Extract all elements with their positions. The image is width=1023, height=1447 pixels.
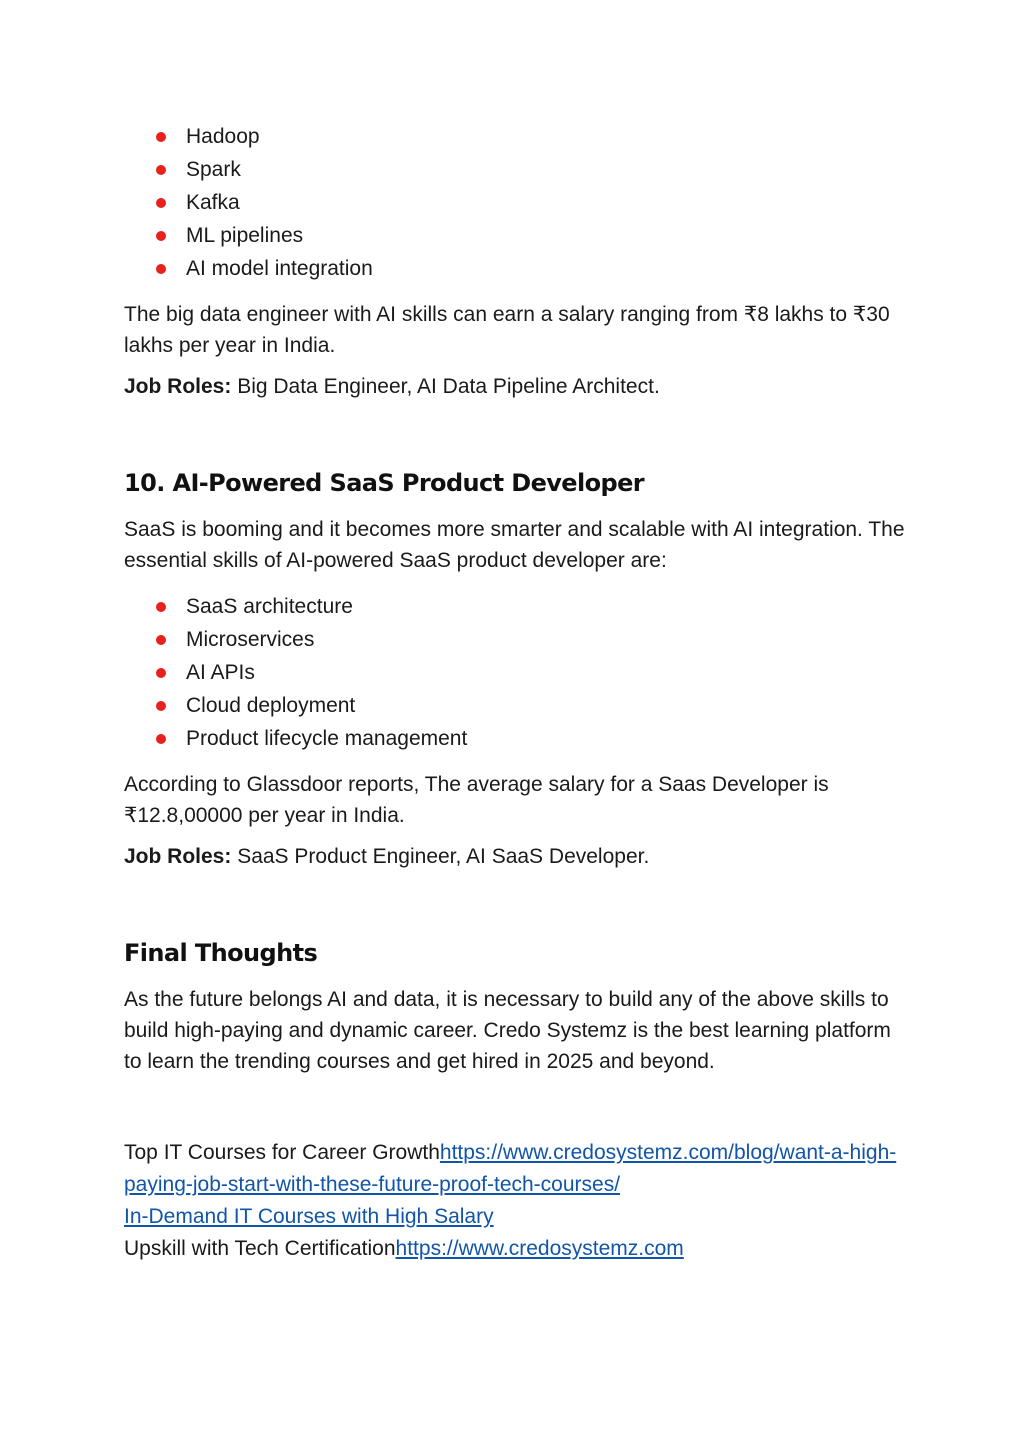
final-thoughts-text: As the future belongs AI and data, it is necessary to build any of the above skills to build high-paying and dynamic career. Credo Systemz is the best learning platform to learn the trending courses and get hired in 2025 and beyond.: [124, 988, 891, 1073]
list-item-label: Product lifecycle management: [186, 727, 468, 750]
resource-line-3: [124, 1233, 914, 1265]
section-heading-saas: 10. AI-Powered SaaS Product Developer: [124, 469, 644, 497]
job-roles-label: Job Roles:: [124, 375, 232, 398]
list-item: [156, 153, 914, 186]
job-roles-label: Job Roles:: [124, 845, 232, 868]
bullet-icon: [156, 198, 166, 208]
list-item-label: ML pipelines: [186, 224, 304, 247]
list-item: [156, 689, 914, 722]
resource-links: [124, 1137, 914, 1265]
document-page: [124, 120, 914, 1265]
job-roles-value: Big Data Engineer, AI Data Pipeline Architect.: [231, 375, 660, 398]
bullet-icon: [156, 701, 166, 711]
blog-article-link[interactable]: https://www.credosystemz.com/blog/want-a-high-paying-job-start-with-these-future-proof-tech-courses/: [124, 1141, 897, 1196]
saas-job-roles: [124, 841, 914, 872]
job-roles-value: SaaS Product Engineer, AI SaaS Developer.: [231, 845, 650, 868]
homepage-link[interactable]: https://www.credosystemz.com: [395, 1237, 684, 1260]
resource-line-1: [124, 1137, 914, 1201]
list-item-label: Microservices: [186, 628, 315, 651]
list-item-label: Spark: [186, 158, 241, 181]
saas-intro-text: SaaS is booming and it becomes more smarter and scalable with AI integration. The essential skills of AI-powered SaaS product developer are:: [124, 518, 905, 572]
resource-line-2: [124, 1201, 914, 1233]
list-item-label: Kafka: [186, 191, 240, 214]
list-item: [156, 219, 914, 252]
in-demand-courses-link[interactable]: In-Demand IT Courses with High Salary: [124, 1205, 494, 1228]
list-item: [156, 722, 914, 755]
resource-label-upskill: Upskill with Tech Certification: [124, 1237, 396, 1260]
list-item-label: Hadoop: [186, 125, 260, 148]
section-heading-final-thoughts: Final Thoughts: [124, 939, 318, 967]
list-item-label: Cloud deployment: [186, 694, 356, 717]
big-data-skills-list: [156, 120, 914, 285]
resource-label-top-courses: Top IT Courses for Career Growth: [124, 1141, 440, 1164]
bullet-icon: [156, 635, 166, 645]
saas-skills-list: [156, 590, 914, 755]
list-item-label: AI model integration: [186, 257, 373, 280]
bullet-icon: [156, 668, 166, 678]
bullet-icon: [156, 165, 166, 175]
bullet-icon: [156, 264, 166, 274]
bullet-icon: [156, 231, 166, 241]
list-item: [156, 120, 914, 153]
list-item: [156, 590, 914, 623]
big-data-salary-text: The big data engineer with AI skills can earn a salary ranging from ₹8 lakhs to ₹30 lakhs per year in India.: [124, 303, 890, 357]
bullet-icon: [156, 602, 166, 612]
list-item: [156, 656, 914, 689]
list-item-label: SaaS architecture: [186, 595, 353, 618]
saas-salary-text: According to Glassdoor reports, The average salary for a Saas Developer is ₹12.8,00000 per year in India.: [124, 773, 829, 827]
bullet-icon: [156, 132, 166, 142]
list-item: [156, 623, 914, 656]
bullet-icon: [156, 734, 166, 744]
big-data-job-roles: [124, 371, 914, 402]
list-item: [156, 252, 914, 285]
list-item: [156, 186, 914, 219]
list-item-label: AI APIs: [186, 661, 255, 684]
